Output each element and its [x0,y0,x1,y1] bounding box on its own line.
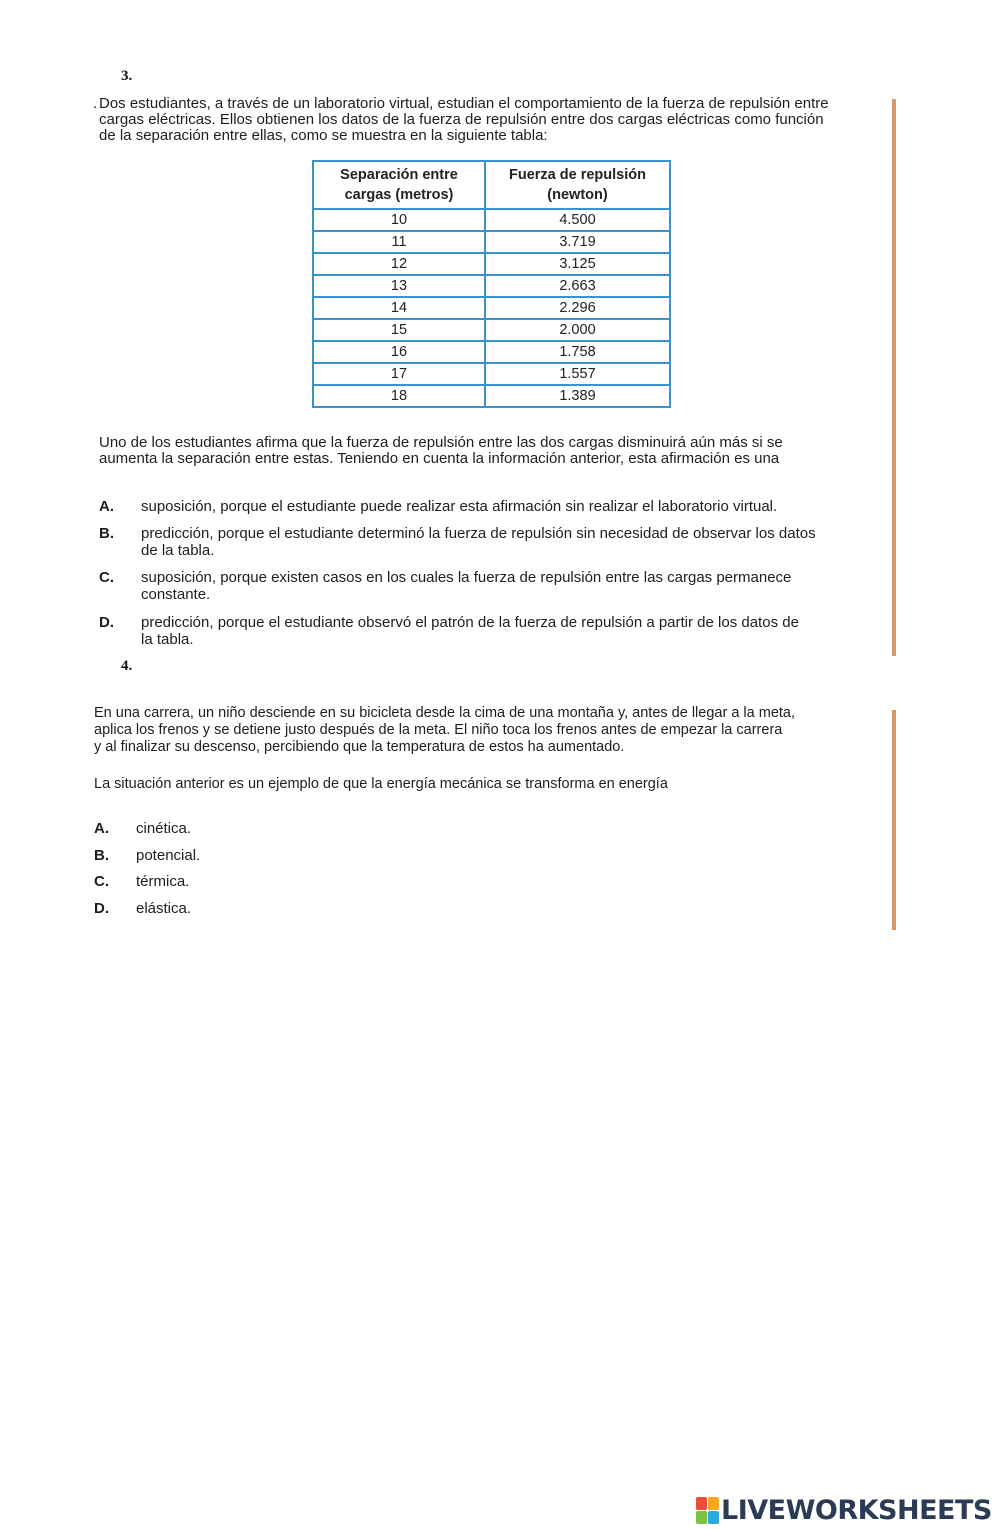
force-cell: 2.296 [485,297,670,319]
option-text: elástica. [136,900,192,917]
separation-cell: 12 [313,253,485,275]
question-4-accent-bar [892,710,896,930]
table-row [313,341,670,363]
question-3-statement-line: Uno de los estudiantes afirma que la fuerza de repulsión entre las dos cargas disminuirá aún más si se [99,434,783,451]
question-3-statement [99,435,889,467]
option-letter: C. [94,873,109,890]
separation-cell: 16 [313,341,485,363]
question-4-option-b[interactable] [94,847,394,864]
repulsion-data-table [312,160,671,408]
separation-cell: 17 [313,363,485,385]
table-row [313,253,670,275]
question-4-intro-line: y al finalizar su descenso, percibiendo que la temperatura de estos ha aumentado. [94,739,625,755]
option-letter: D. [99,614,114,631]
table-row [313,209,670,231]
question-3-option-a[interactable] [99,498,889,515]
logo-tile [696,1497,707,1510]
force-cell: 1.389 [485,385,670,407]
question-4-number: 4. [121,658,133,674]
logo-tile [708,1497,719,1510]
question-3-lead-mark: . [93,95,98,112]
option-text: de la tabla. [141,542,215,559]
column-header-separation: Separación entre cargas (metros) [313,161,485,209]
question-3-option-d[interactable] [99,614,889,648]
force-cell: 2.663 [485,275,670,297]
question-4-option-d[interactable] [94,900,394,917]
option-text: predicción, porque el estudiante observó el patrón de la fuerza de repulsión a partir de los datos de [141,614,799,631]
question-4-option-a[interactable] [94,820,394,837]
option-letter: B. [94,847,109,864]
table-row [313,385,670,407]
option-text: la tabla. [141,631,194,648]
force-cell: 2.000 [485,319,670,341]
table-row [313,319,670,341]
force-cell: 3.125 [485,253,670,275]
table-row [313,363,670,385]
table-row [313,231,670,253]
table-row [313,275,670,297]
question-3-accent-bar [892,99,896,656]
separation-cell: 14 [313,297,485,319]
option-text: predicción, porque el estudiante determinó la fuerza de repulsión sin necesidad de observar los datos [141,525,816,542]
liveworksheets-logo[interactable] [696,1494,992,1526]
separation-cell: 13 [313,275,485,297]
question-3-option-c[interactable] [99,569,889,603]
force-cell: 4.500 [485,209,670,231]
question-3-option-b[interactable] [99,525,889,559]
table-row [313,297,670,319]
separation-cell: 15 [313,319,485,341]
question-4-intro [94,705,889,756]
option-letter: C. [99,569,114,586]
question-3-number: 3. [121,68,133,84]
table-header-row [313,161,670,209]
logo-tile [708,1511,719,1524]
question-4-intro-line: En una carrera, un niño desciende en su bicicleta desde la cima de una montaña y, antes de llegar a la meta, [94,705,795,721]
option-text: constante. [141,586,211,603]
column-header-force: Fuerza de repulsión (newton) [485,161,670,209]
logo-tile [696,1511,707,1524]
question-4-prompt: La situación anterior es un ejemplo de que la energía mecánica se transforma en energía [94,776,668,792]
option-text: suposición, porque existen casos en los cuales la fuerza de repulsión entre las cargas permanece [141,569,792,586]
question-3-intro [99,96,889,144]
separation-cell: 18 [313,385,485,407]
question-4-option-c[interactable] [94,873,394,890]
liveworksheets-logo-text: LIVEWORKSHEETS [721,1494,992,1526]
option-text: suposición, porque el estudiante puede realizar esta afirmación sin realizar el laboratorio virtual. [141,498,778,515]
option-letter: A. [94,820,109,837]
question-3-statement-line: aumenta la separación entre estas. Teniendo en cuenta la información anterior, esta afirmación es una [99,450,780,467]
force-cell: 1.557 [485,363,670,385]
option-text: potencial. [136,847,201,864]
question-3-intro-line: cargas eléctricas. Ellos obtienen los datos de la fuerza de repulsión entre dos cargas eléctricas como función [99,111,824,128]
question-3-intro-line: Dos estudiantes, a través de un laboratorio virtual, estudian el comportamiento de la fuerza de repulsión entre [99,95,829,112]
force-cell: 1.758 [485,341,670,363]
force-cell: 3.719 [485,231,670,253]
liveworksheets-logo-icon [696,1497,718,1523]
question-3-intro-line: de la separación entre ellas, como se muestra en la siguiente tabla: [99,127,548,144]
option-text: cinética. [136,820,192,837]
separation-cell: 10 [313,209,485,231]
option-letter: A. [99,498,114,515]
separation-cell: 11 [313,231,485,253]
option-text: térmica. [136,873,190,890]
question-4-intro-line: aplica los frenos y se detiene justo después de la meta. El niño toca los frenos antes de empezar la carrera [94,722,783,738]
option-letter: D. [94,900,109,917]
option-letter: B. [99,525,114,542]
